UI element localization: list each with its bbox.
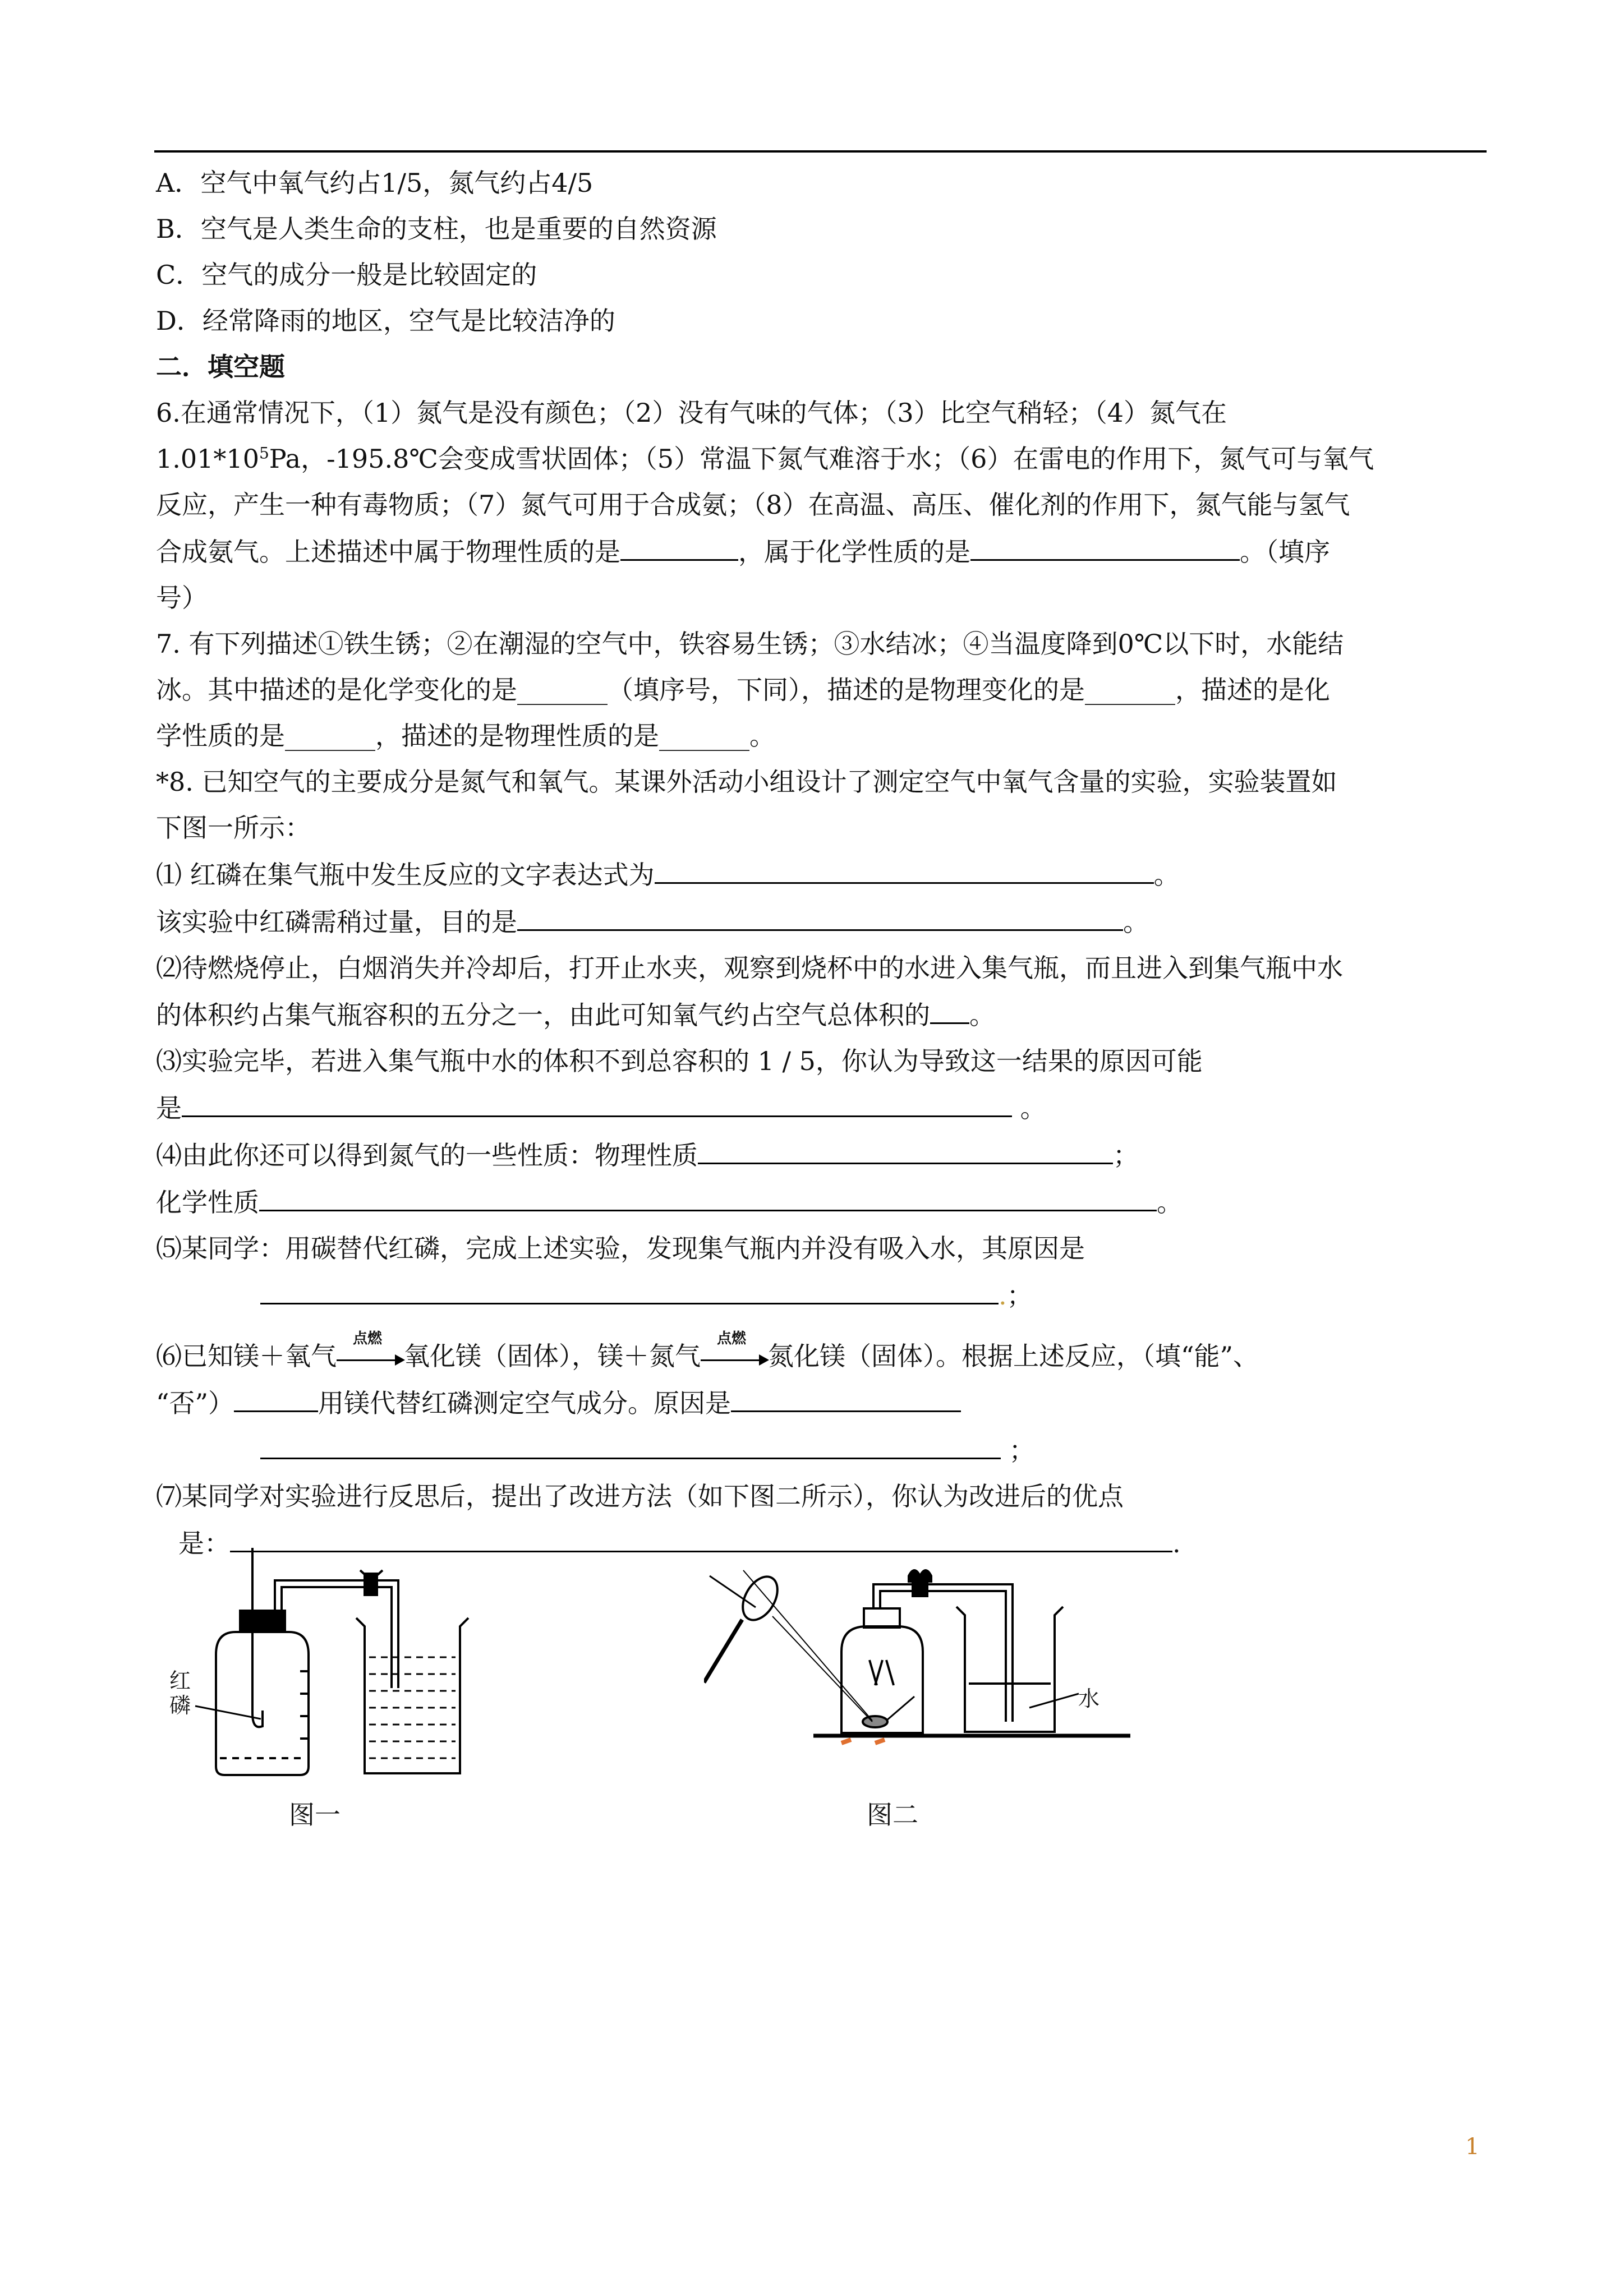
q6-blank-chemical[interactable] <box>970 528 1240 561</box>
q8-part-1: ⑴ 红磷在集气瓶中发生反应的文字表达式为 。 <box>156 851 1487 898</box>
option-d: D．经常降雨的地区，空气是比较洁净的 <box>156 306 615 336</box>
q8-part-4-b: 化学性质 。 <box>156 1178 1487 1225</box>
q8-part-6-c: ； <box>156 1426 1487 1473</box>
q8-blank-chemical-property[interactable] <box>259 1178 1157 1211</box>
q7-blank-1[interactable]: _______ <box>517 675 608 705</box>
q8-part-3-b: 是 。 <box>156 1084 1487 1131</box>
q7-blank-2[interactable]: _______ <box>1085 675 1175 705</box>
figure-1-label: 红磷 <box>169 1668 191 1718</box>
figure-2-label: 水 <box>1078 1686 1100 1711</box>
q8-blank-can-or-not[interactable] <box>234 1379 318 1412</box>
q8-blank-mg-reason-2[interactable] <box>260 1426 1001 1459</box>
q7-blank-3[interactable]: _______ <box>285 721 375 751</box>
q8-blank-equation[interactable] <box>655 851 1154 884</box>
option-a: A．空气中氧气约占1/5，氮气约占4/5 <box>156 168 594 198</box>
q7-line-2: 冰。其中描述的是化学变化的是_______（填序号，下同），描述的是物理变化的是_______，描述的是化 <box>156 675 1330 705</box>
q8-part-3-a: ⑶实验完毕，若进入集气瓶中水的体积不到总容积的 1 / 5，你认为导致这一结果的原因可能 <box>156 1046 1203 1076</box>
option-c: C．空气的成分一般是比较固定的 <box>156 260 537 290</box>
q6-line-3: 反应，产生一种有毒物质；（7）氮气可用于合成氨；（8）在高温、高压、催化剂的作用下，氮气能与氢气 <box>156 490 1350 520</box>
q8-part-2-a: ⑵待燃烧停止，白烟消失并冷却后，打开止水夹，观察到烧杯中的水进入集气瓶，而且进入到集气瓶中水 <box>156 953 1343 983</box>
q8-blank-fraction[interactable] <box>930 991 969 1024</box>
q8-blank-mg-reason-1[interactable] <box>731 1379 961 1412</box>
q7-line-3: 学性质的是_______，描述的是物理性质的是_______。 <box>156 721 775 751</box>
figure-1-apparatus <box>163 1548 623 1783</box>
q8-line-2: 下图一所示： <box>156 813 311 843</box>
q8-line-1: *8. 已知空气的主要成分是氮气和氧气。某课外活动小组设计了测定空气中氧气含量的实验，实验装置如 <box>156 767 1337 797</box>
q8-part-6-a: ⑹已知镁＋氧气 点燃 氧化镁（固体），镁＋氮气 点燃 氮化镁（固体）。根据上述反应，（填“能”、 <box>156 1330 1259 1371</box>
question-content <box>156 160 1487 1566</box>
q8-blank-carbon-reason[interactable] <box>260 1271 999 1304</box>
q8-part-5-b: .； <box>156 1271 1487 1318</box>
page-number: 1 <box>1465 2134 1480 2160</box>
section-title: 二．填空题 <box>156 352 285 382</box>
q8-part-2-b: 的体积约占集气瓶容积的五分之一，由此可知氧气约占空气总体积的 。 <box>156 991 1487 1038</box>
q7-blank-4[interactable]: _______ <box>659 721 749 751</box>
q8-part-5-a: ⑸某同学：用碳替代红磷，完成上述实验，发现集气瓶内并没有吸入水，其原因是 <box>156 1233 1085 1264</box>
q6-line-5: 号） <box>156 583 208 613</box>
q6-line-1: 6.在通常情况下，（1）氮气是没有颜色；（2）没有气味的气体；（3）比空气稍轻；（4）氮气在 <box>156 398 1227 428</box>
header-rule <box>154 150 1487 153</box>
ignite-arrow-1: 点燃 <box>337 1347 404 1370</box>
q8-blank-purpose[interactable] <box>517 898 1123 931</box>
q6-blank-physical[interactable] <box>620 528 738 561</box>
q6-line-2: $1.01*10^5Pa$，-195.8℃会变成雪状固体；（5）常温下氮气难溶于水；（6）在雷电的作用下，氮气可与氧气 <box>156 444 1374 474</box>
q8-part-1-purpose: 该实验中红磷需稍过量，目的是 。 <box>156 898 1487 945</box>
figure-1-caption: 图一 <box>289 1800 341 1830</box>
q8-blank-physical-property[interactable] <box>698 1131 1113 1164</box>
option-b: B．空气是人类生命的支柱，也是重要的自然资源 <box>156 214 717 244</box>
figure-2-apparatus <box>704 1553 1142 1761</box>
q8-part-6-b: “否”） 用镁代替红磷测定空气成分。原因是 <box>156 1379 1487 1426</box>
q6-line-4: 合成氨气。上述描述中属于物理性质的是 ，属于化学性质的是 。（填序 <box>156 528 1487 575</box>
figure-2-caption: 图二 <box>867 1800 918 1830</box>
q8-part-7-b: 是： . <box>156 1519 1487 1566</box>
q8-part-4-a: ⑷由此你还可以得到氮气的一些性质：物理性质 ； <box>156 1131 1487 1178</box>
ignite-arrow-2: 点燃 <box>701 1347 768 1370</box>
q8-part-7-a: ⑺某同学对实验进行反思后，提出了改进方法（如下图二所示），你认为改进后的优点 <box>156 1481 1124 1511</box>
q8-blank-reason[interactable] <box>182 1084 1012 1117</box>
q7-line-1: 7. 有下列描述①铁生锈；②在潮湿的空气中，铁容易生锈；③水结冰；④当温度降到0℃以下时，水能结 <box>156 629 1344 659</box>
